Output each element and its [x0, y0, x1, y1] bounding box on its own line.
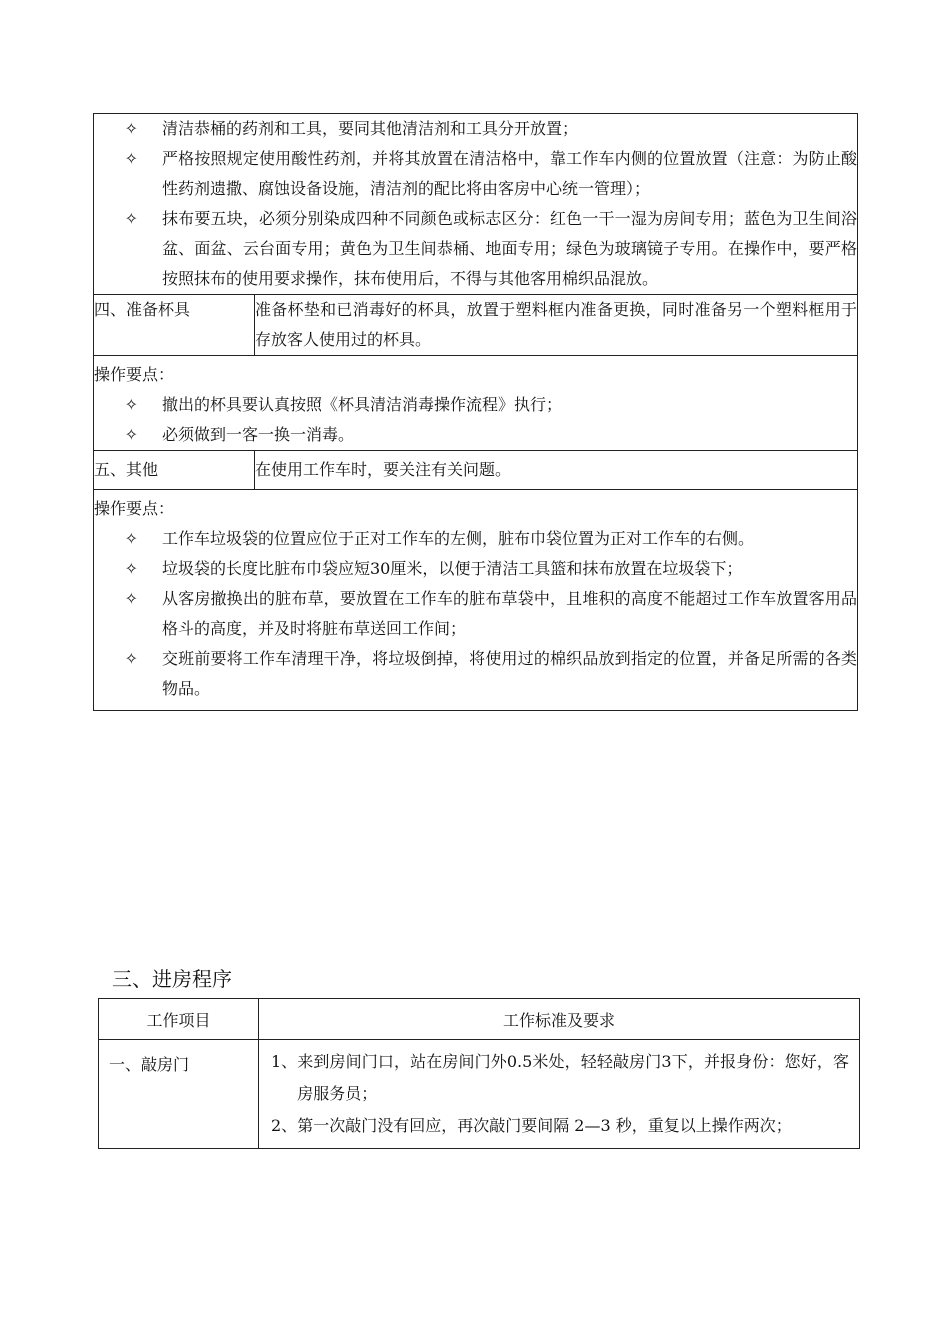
list-item-text: 撤出的杯具要认真按照《杯具清洁消毒操作流程》执行；: [162, 395, 563, 414]
list-item: [94, 584, 857, 644]
list-item: [94, 204, 857, 294]
table-row: [94, 451, 858, 490]
list-item-text: 必须做到一客一换一消毒。: [162, 425, 355, 444]
step-number: 2、: [271, 1116, 298, 1135]
bullet-block: [94, 114, 858, 295]
procedure-table: [93, 113, 858, 711]
diamond-bullet-icon: ✧: [124, 149, 138, 168]
row-label: 一、敲房门: [99, 1040, 259, 1149]
row-text: 准备杯垫和已消毒好的杯具，放置于塑料框内准备更换，同时准备另一个塑料框用于存放客人使用过的杯具。: [255, 295, 858, 356]
list-item: [94, 420, 857, 450]
list-item: [94, 114, 857, 144]
diamond-bullet-icon: ✧: [124, 589, 138, 608]
step-text: 第一次敲门没有回应，再次敲门要间隔 2—3 秒，重复以上操作两次；: [297, 1116, 792, 1135]
list-item: [94, 524, 857, 554]
diamond-bullet-icon: ✧: [124, 559, 138, 578]
list-item-text: 清洁恭桶的药剂和工具，要同其他清洁剂和工具分开放置；: [162, 119, 579, 138]
room-entry-table: [98, 998, 860, 1149]
list-item: [94, 644, 857, 704]
diamond-bullet-icon: ✧: [124, 395, 138, 414]
diamond-bullet-icon: ✧: [124, 119, 138, 138]
diamond-bullet-icon: ✧: [124, 529, 138, 548]
bullet-block: [94, 490, 858, 711]
list-item: [94, 554, 857, 584]
row-text: 在使用工作车时，要关注有关问题。: [255, 451, 858, 490]
table-row: [94, 114, 858, 295]
column-header-item: 工作项目: [99, 999, 259, 1040]
list-item-text: 抹布要五块，必须分别染成四种不同颜色或标志区分：红色一干一湿为房间专用；蓝色为卫生间浴盆、面盆、云台面专用；黄色为卫生间恭桶、地面专用；绿色为玻璃镜子专用。在操作中，要严格按照抹布的使用要求操作，抹布使用后，不得与其他客用棉织品混放。: [162, 209, 857, 288]
table-header-row: [99, 999, 860, 1040]
row-label: 四、准备杯具: [94, 295, 255, 356]
column-header-standard: 工作标准及要求: [259, 999, 860, 1040]
bullet-block: [94, 356, 858, 451]
table-row: [94, 295, 858, 356]
list-item: [94, 390, 857, 420]
step-item: [271, 1110, 849, 1142]
row-steps: [259, 1040, 860, 1149]
diamond-bullet-icon: ✧: [124, 649, 138, 668]
list-item-text: 交班前要将工作车清理干净，将垃圾倒掉，将使用过的棉织品放到指定的位置，并备足所需的各类物品。: [162, 649, 857, 698]
table-row: [99, 1040, 860, 1149]
list-item-text: 工作车垃圾袋的位置应位于正对工作车的左侧，脏布巾袋位置为正对工作车的右侧。: [162, 529, 755, 548]
step-item: [271, 1046, 849, 1110]
section-heading: 三、进房程序: [112, 967, 232, 991]
row-label: 五、其他: [94, 451, 255, 490]
step-text: 来到房间门口，站在房间门外0.5米处，轻轻敲房门3下，并报身份：您好，客房服务员；: [297, 1052, 849, 1103]
table-row: [94, 356, 858, 451]
notes-title: 操作要点：: [94, 365, 175, 384]
list-item-text: 垃圾袋的长度比脏布巾袋应短30厘米，以便于清洁工具篮和抹布放置在垃圾袋下；: [162, 559, 743, 578]
diamond-bullet-icon: ✧: [124, 209, 138, 228]
list-item-text: 严格按照规定使用酸性药剂，并将其放置在清洁格中，靠工作车内侧的位置放置（注意：为防止酸性药剂遗撒、腐蚀设备设施，清洁剂的配比将由客房中心统一管理）；: [162, 149, 857, 198]
notes-title: 操作要点：: [94, 499, 175, 518]
list-item-text: 从客房撤换出的脏布草，要放置在工作车的脏布草袋中，且堆积的高度不能超过工作车放置客用品格斗的高度，并及时将脏布草送回工作间；: [162, 589, 857, 638]
table-row: [94, 490, 858, 711]
step-number: 1、: [271, 1052, 298, 1071]
diamond-bullet-icon: ✧: [124, 425, 138, 444]
list-item: [94, 144, 857, 204]
